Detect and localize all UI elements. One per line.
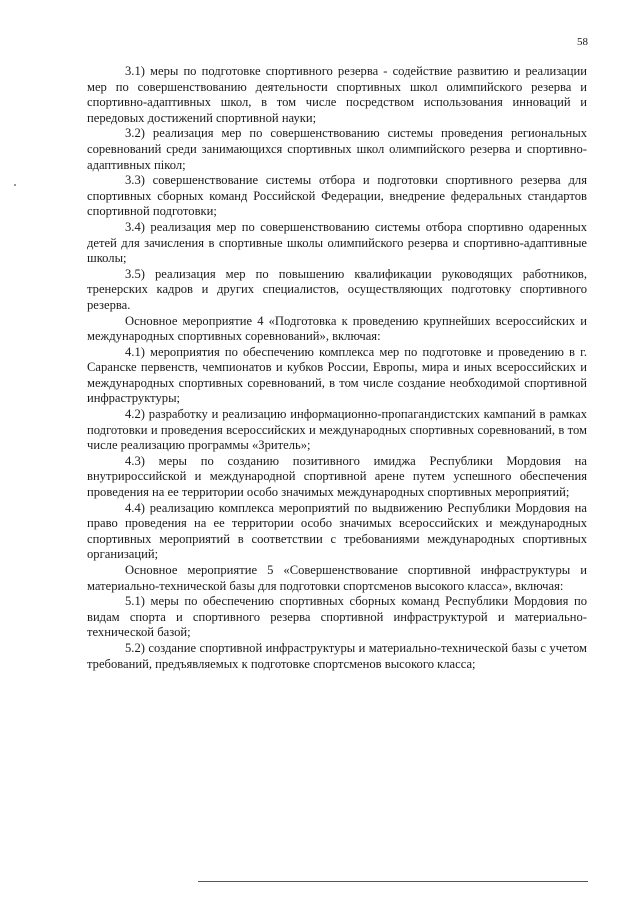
document-body — [87, 64, 587, 672]
paragraph-4-4: 4.4) реализацию комплекса мероприятий по выдвижению Республики Мордовия на право проведения на ее территории особо значимых всероссийских и международных спортивных мероприятий в соответствии с требованиями международных спортивных организаций; — [87, 500, 587, 562]
paragraph-5-2: 5.2) создание спортивной инфраструктуры и материально-технической базы с учетом требований, предъявляемых к подготовке спортсменов высокого класса; — [87, 640, 587, 671]
paragraph-3-5: 3.5) реализация мер по повышению квалификации руководящих работников, тренерских кадров и других специалистов, осуществляющих подготовку спортивного резерва. — [87, 266, 587, 312]
footer-scan-line — [198, 881, 588, 882]
paragraph-3-2: 3.2) реализация мер по совершенствованию системы проведения региональных соревнований среди занимающихся спортивных школ олимпийского резерва и спортивно-адаптивных пікол; — [87, 126, 587, 172]
paragraph-3-3: 3.3) совершенствование системы отбора и подготовки спортивного резерва для спортивных сборных команд Российской Федерации, внедрение федеральных стандартов спортивной подготовки; — [87, 173, 587, 219]
paragraph-5-1: 5.1) меры по обеспечению спортивных сборных команд Республики Мордовия по видам спорта и спортивного резерва спортивной инфраструктурой и материально-технической базой; — [87, 594, 587, 640]
paragraph-4-1: 4.1) мероприятия по обеспечению комплекса мер по подготовке и проведению в г. Саранске первенств, чемпионатов и кубков России, Европы, мира и иных всероссийских и международных спортивных соревнований, в том числе создание необходимой спортивной инфраструктуры; — [87, 344, 587, 406]
scan-speck — [14, 184, 16, 186]
paragraph-4-2: 4.2) разработку и реализацию информационно-пропагандистских кампаний в рамках подготовки и проведения всероссийских и международных спортивных соревнований, в том числе реализацию программы «Зритель»; — [87, 407, 587, 453]
paragraph-main-activity-4: Основное мероприятие 4 «Подготовка к проведению крупнейших всероссийских и международных спортивных соревнований», включая: — [87, 313, 587, 344]
paragraph-4-3: 4.3) меры по созданию позитивного имиджа Республики Мордовия на внутрироссийской и международной спортивной арене путем успешного обеспечения проведения на ее территории особо значимых международных спортивных мероприятий; — [87, 453, 587, 500]
page-number: 58 — [577, 36, 588, 48]
paragraph-3-4: 3.4) реализация мер по совершенствованию системы отбора спортивно одаренных детей для зачисления в спортивные школы олимпийского резерва и спортивно-адаптивные школы; — [87, 219, 587, 266]
paragraph-main-activity-5: Основное мероприятие 5 «Совершенствование спортивной инфраструктуры и материально-технической базы для подготовки спортсменов высокого класса», включая: — [87, 563, 587, 593]
paragraph-3-1: 3.1) меры по подготовке спортивного резерва - содействие развитию и реализации мер по совершенствованию деятельности спортивных школ олимпийского резерва и спортивно-адаптивных школ, в том числе посредством использования инноваций и передовых достижений спортивной науки; — [87, 64, 587, 125]
